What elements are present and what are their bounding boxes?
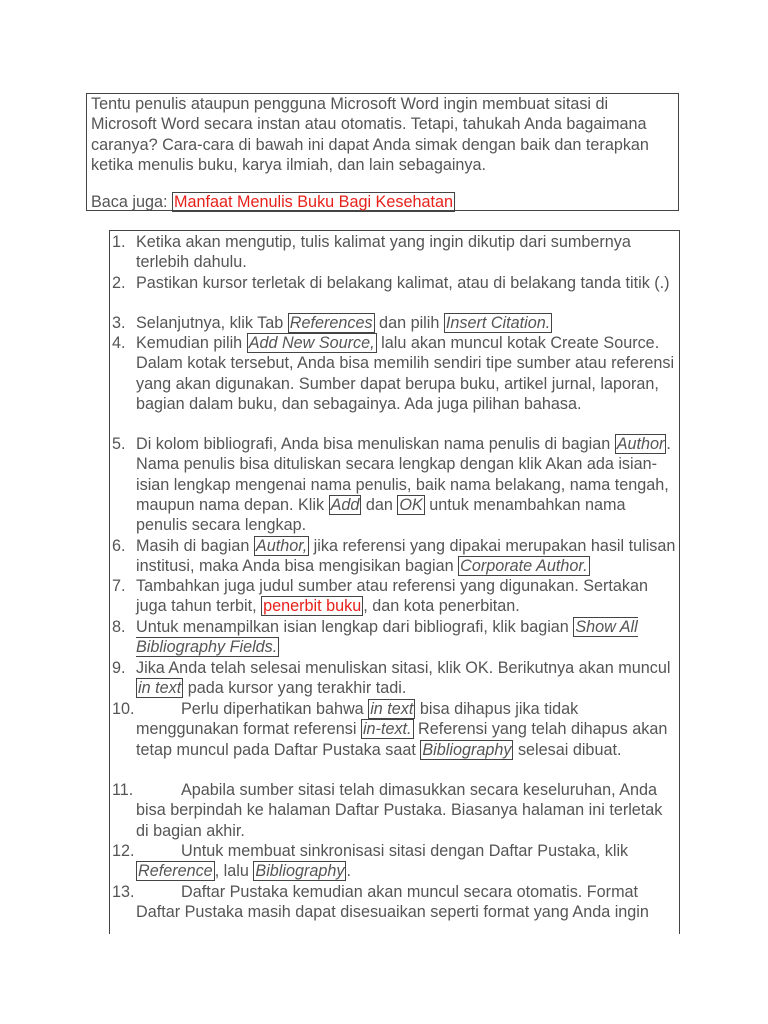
intro-paragraph: Tentu penulis ataupun pengguna Microsoft Word ingin membuat sitasi di Microsoft Word secara instan atau otomatis. Tetapi, tahukah Anda bagaimana caranya? Cara-cara di bawah ini dapat Anda simak dengan baik dan terapkan ketika menulis buku, karya ilmiah, dan lain sebagainya. — [91, 95, 649, 174]
corporate-author-term: Corporate Author. — [460, 557, 588, 576]
steps-list: 1. Ketika akan mengutip, tulis kalimat yang ingin dikutip dari sumbernya terlebih dahulu. 2. Pastikan kursor terletak di belakang kalimat, atau di belakang tanda titik (.) 3. Selanjutnya, klik Tab References dan pilih Insert Citation. 4. Kemudian pilih Add New Source, lalu akan muncul kotak Create Source. Dalam kotak tersebut, Anda bisa memilih sendiri tipe sumber atau referensi yang akan digunakan. Sumber dapat berupa buku, artikel jurnal, laporan, bagian dalam buku, dan sebagainya. Ada juga pilihan bahasa. 5. Di kolom bibliografi, Anda bisa menuliskan nama penulis di bagian Author . Nama penulis bisa dituliskan secara lengkap dengan klik Akan ada isian-isian lengkap mengenai nama penulis, baik nama belakang, nama tengah, maupun nama depan. Klik Add dan OK untuk menambahkan nama penulis secara lengkap. 6. Masih di bagian Author, jika referensi yang dipakai merupakan hasil tulisan institusi, maka Anda bisa mengisikan bagian Corporate Author. 7. Tambahkan juga judul sumber atau referensi yang digunakan. Sertakan juga tahun terbit, penerbit buku , dan kota penerbitan. 8. Untuk menampilkan isian lengkap dari bibliografi, klik bagian Show All Bibliography Fields. 9. Jika Anda telah selesai menuliskan sitasi, klik OK. Berikutnya akan muncul in text pada kursor yang terakhir tadi. 10. Perlu diperhatikan bahwa in text bisa dihapus jika tidak menggunakan format referensi in-text. Referensi yang telah dihapus akan tetap muncul pada Daftar Pustaka saat Bibliography selesai dibuat. 11. Apabila sumber sitasi telah dimasukkan secara keseluruhan, Anda bisa berpindah ke halaman Daftar Pustaka. Biasanya halaman ini terletak di bagian akhir. 12. Untuk membuat sinkronisasi sitasi dengan Daftar Pustaka, klik Reference , lalu Bibliography . 13. Daftar Pustaka kemudian akan muncul secara otomatis. Format Daftar Pustaka masih dapat disesuaikan seperti format yang Anda ingin — [109, 230, 680, 934]
bibliography-term: Bibliography — [422, 740, 512, 759]
add-term: Add — [330, 495, 360, 514]
reference-term: Reference — [138, 862, 213, 881]
in-text-term: in text — [370, 700, 414, 718]
add-new-source-term: Add New Source, — [248, 334, 375, 352]
ok-term: OK — [399, 495, 423, 514]
references-tab-term: References — [289, 314, 373, 332]
bibliography-term: Bibliography — [255, 862, 345, 881]
show-all-fields-term: Show All Bibliography Fields. — [136, 618, 638, 657]
baca-juga-link[interactable]: Manfaat Menulis Buku Bagi Kesehatan — [174, 193, 453, 211]
author-term: Author — [616, 435, 665, 453]
in-text-term: in text — [138, 679, 182, 698]
baca-juga-line — [91, 192, 455, 212]
baca-juga-label: Baca juga: — [91, 193, 172, 211]
penerbit-buku-link[interactable]: penerbit buku — [263, 597, 362, 616]
in-text-term: in-text. — [362, 720, 412, 739]
insert-citation-term: Insert Citation. — [445, 314, 551, 332]
author-term: Author, — [255, 537, 308, 555]
intro-box — [86, 93, 679, 211]
